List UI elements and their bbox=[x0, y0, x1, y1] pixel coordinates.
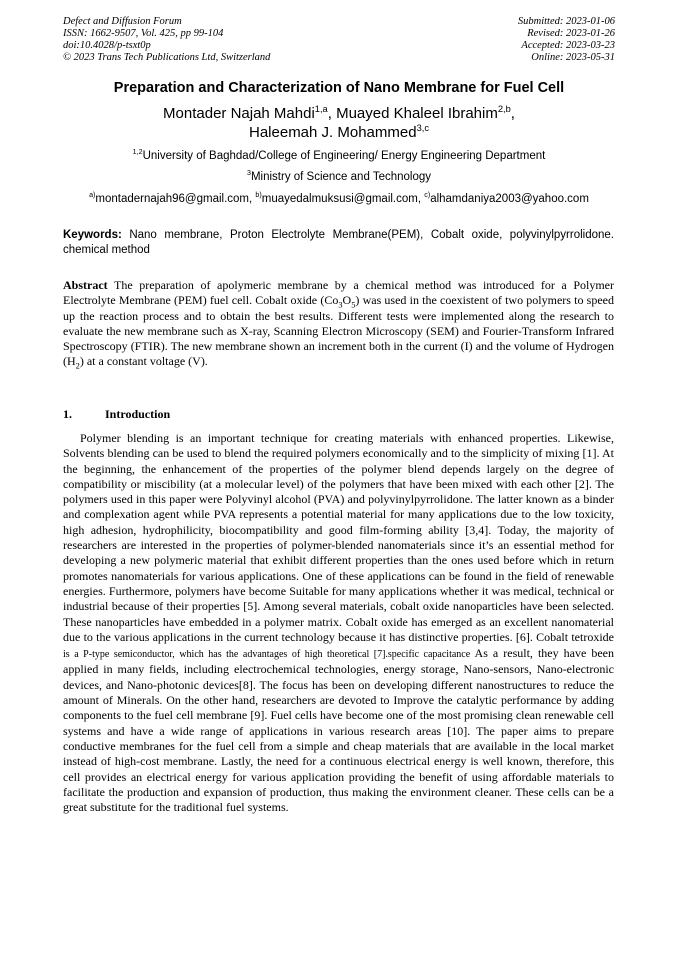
journal-name: Defect and Diffusion Forum bbox=[63, 16, 182, 27]
journal-info bbox=[63, 16, 270, 64]
email-link[interactable]: montadernajah96@gmail.com bbox=[95, 193, 249, 205]
email-sup: c) bbox=[424, 191, 431, 200]
abstract bbox=[63, 278, 614, 370]
subscript: 5 bbox=[351, 300, 356, 310]
email-link[interactable]: alhamdaniya2003@yahoo.com bbox=[430, 193, 589, 205]
author-sup: 2,b bbox=[497, 104, 511, 114]
affiliation-sup: 1,2 bbox=[132, 148, 143, 157]
publication-dates bbox=[518, 16, 615, 64]
journal-doi: doi:10.4028/p-tsxt0p bbox=[63, 40, 151, 51]
author-name: Haleemah J. Mohammed bbox=[249, 124, 417, 141]
section-number: 1. bbox=[63, 407, 72, 421]
section-title: Introduction bbox=[105, 407, 171, 421]
author-name: Muayed Khaleel Ibrahim bbox=[336, 105, 498, 122]
keywords bbox=[63, 228, 614, 258]
paper-title: Preparation and Characterization of Nano Membrane for Fuel Cell bbox=[113, 80, 565, 96]
affiliation bbox=[40, 150, 638, 162]
email-sup: a) bbox=[89, 191, 96, 200]
date-online: Online: 2023-05-31 bbox=[531, 52, 615, 63]
section-heading bbox=[63, 407, 170, 422]
abstract-text: The preparation of apolymeric membrane by a chemical method was introduced for a Polymer Electrolyte Membrane (PEM) fuel cell. Cobalt oxide (Co bbox=[63, 278, 614, 308]
journal-copyright: © 2023 Trans Tech Publications Ltd, Switzerland bbox=[63, 52, 271, 63]
email-list: $^{a)}$montadernajah96@gmail.com, $^{b)}$muayedalmuksusi@gmail.com, $^{c)}$alhamdaniya2003@yahoo.com bbox=[89, 191, 589, 205]
author-list: Montader Najah Mahdi$^{1,a}$, Muayed Khaleel Ibrahim$^{2,b}$, Haleemah J. Mohammed$^{3,c}$ bbox=[163, 104, 515, 141]
intro-text: As a result, they have been applied in many fields, including electrochemical technologies, energy storage, Nano-sensors, Nano-electronic devices, and Nano-photonic devices[8]. The focus has been on developing different nanostructures to reduce the amount of Minerals. On the other hand, researchers are devoted to Improve the catalytic performance by adding components to the fuel cell membrane [9]. Fuel cells have become one of the most promising clean renewable cell systems and have a wide range of applications in various research areas [10]. The paper aims to prepare conductive membranes for the fuel cell from a simple and cheap materials that are available in the local market instead of high-cost membrane. Lastly, the need for a continuous electrical energy is well known, therefore, this cell provides an electrical energy for various application providing the benefit of using affordable materials to facilitate the production and expansion of production, thus making the environment cleaner. These cells can be a great substitute for the traditional fuel systems. bbox=[63, 646, 614, 815]
abstract-label: Abstract bbox=[63, 278, 108, 292]
affiliation bbox=[40, 171, 638, 183]
author-sup: 3,c bbox=[416, 123, 429, 133]
subscript: 3 bbox=[338, 300, 343, 310]
email-sup: b) bbox=[255, 191, 262, 200]
email-link[interactable]: muayedalmuksusi@gmail.com bbox=[261, 193, 418, 205]
abstract-text: ) at a constant voltage (V). bbox=[79, 354, 208, 369]
date-submitted: Submitted: 2023-01-06 bbox=[517, 16, 615, 27]
date-accepted: Accepted: 2023-03-23 bbox=[521, 40, 615, 51]
author-sup: 1,a bbox=[314, 104, 328, 114]
keywords-text: Nano membrane, Proton Electrolyte Membrane(PEM), Cobalt oxide, polyvinylpyrrolidone. chemical method bbox=[63, 229, 614, 256]
introduction-paragraph bbox=[63, 431, 614, 815]
journal-issn: ISSN: 1662-9507, Vol. 425, pp 99-104 bbox=[63, 28, 224, 39]
affiliation-sup: 3 bbox=[246, 169, 251, 178]
keywords-label: Keywords: bbox=[63, 229, 122, 241]
date-revised: Revised: 2023-01-26 bbox=[527, 28, 615, 39]
subscript: 2 bbox=[75, 361, 80, 371]
intro-small-text: is a P-type semiconductor, which has the advantages of high theoretical [7].specific capacitance bbox=[63, 649, 471, 661]
intro-text: Polymer blending is an important technique for creating materials with enhanced properties. Likewise, Solvents blending can be used to blend the required polymers economically and to the simplicity of mixing [1]. At the beginning, the enhancement of the properties of the polymer blend depends largely on the degree of compatibility or miscibility (at a molecular level) of the polymers that have been mixed with each other [2]. The polymers used in this paper were Polyvinyl alcohol (PVA) and polyvinylpyrrolidone. The latter known as a binder and complexation agent while PVA represents a potential material for many applications due to the low toxicity, high adhesion, hydrophilicity, biocompatibility and good film-forming ability [3,4]. Today, the majority of researchers are interested in the properties of polymer-blended nanomaterials since it’s an essential method for developing a new polymeric material that exhibit different properties than the ones used before which in return promotes nanomaterials for various applications. One of these applications can be found in the field of renewable energies. Furthermore, polymers have become Suitable for many applications whether it was medical, technical or industrial because of their properties [5]. Among several materials, cobalt oxide nanoparticles have been selected. These nanoparticles have embedded in a polymer matrix. Cobalt oxide has emerged as an excellent nanomaterial due to the various applications in the current technology because it has distinctive properties. [6]. Cobalt tetroxide bbox=[63, 431, 614, 644]
abstract-text: O bbox=[342, 293, 352, 308]
author-name: Montader Najah Mahdi bbox=[163, 105, 315, 122]
affiliation-text: Ministry of Science and Technology bbox=[250, 171, 432, 183]
affiliation-text: University of Baghdad/College of Engineering/ Energy Engineering Department bbox=[142, 150, 546, 162]
abstract-text: ) was used in the coexistent of two polymers to speed up the reaction process and to obtain the best results. Different tests were implemented along the research to evaluate the new membrane such as X-ray, Scanning Electron Microscopy (SEM) and Fourier-Transform Infrared Spectroscopy (FTIR). The new membrane shown an increment both in the current (I) and the volume of Hydrogen (H bbox=[63, 293, 614, 369]
